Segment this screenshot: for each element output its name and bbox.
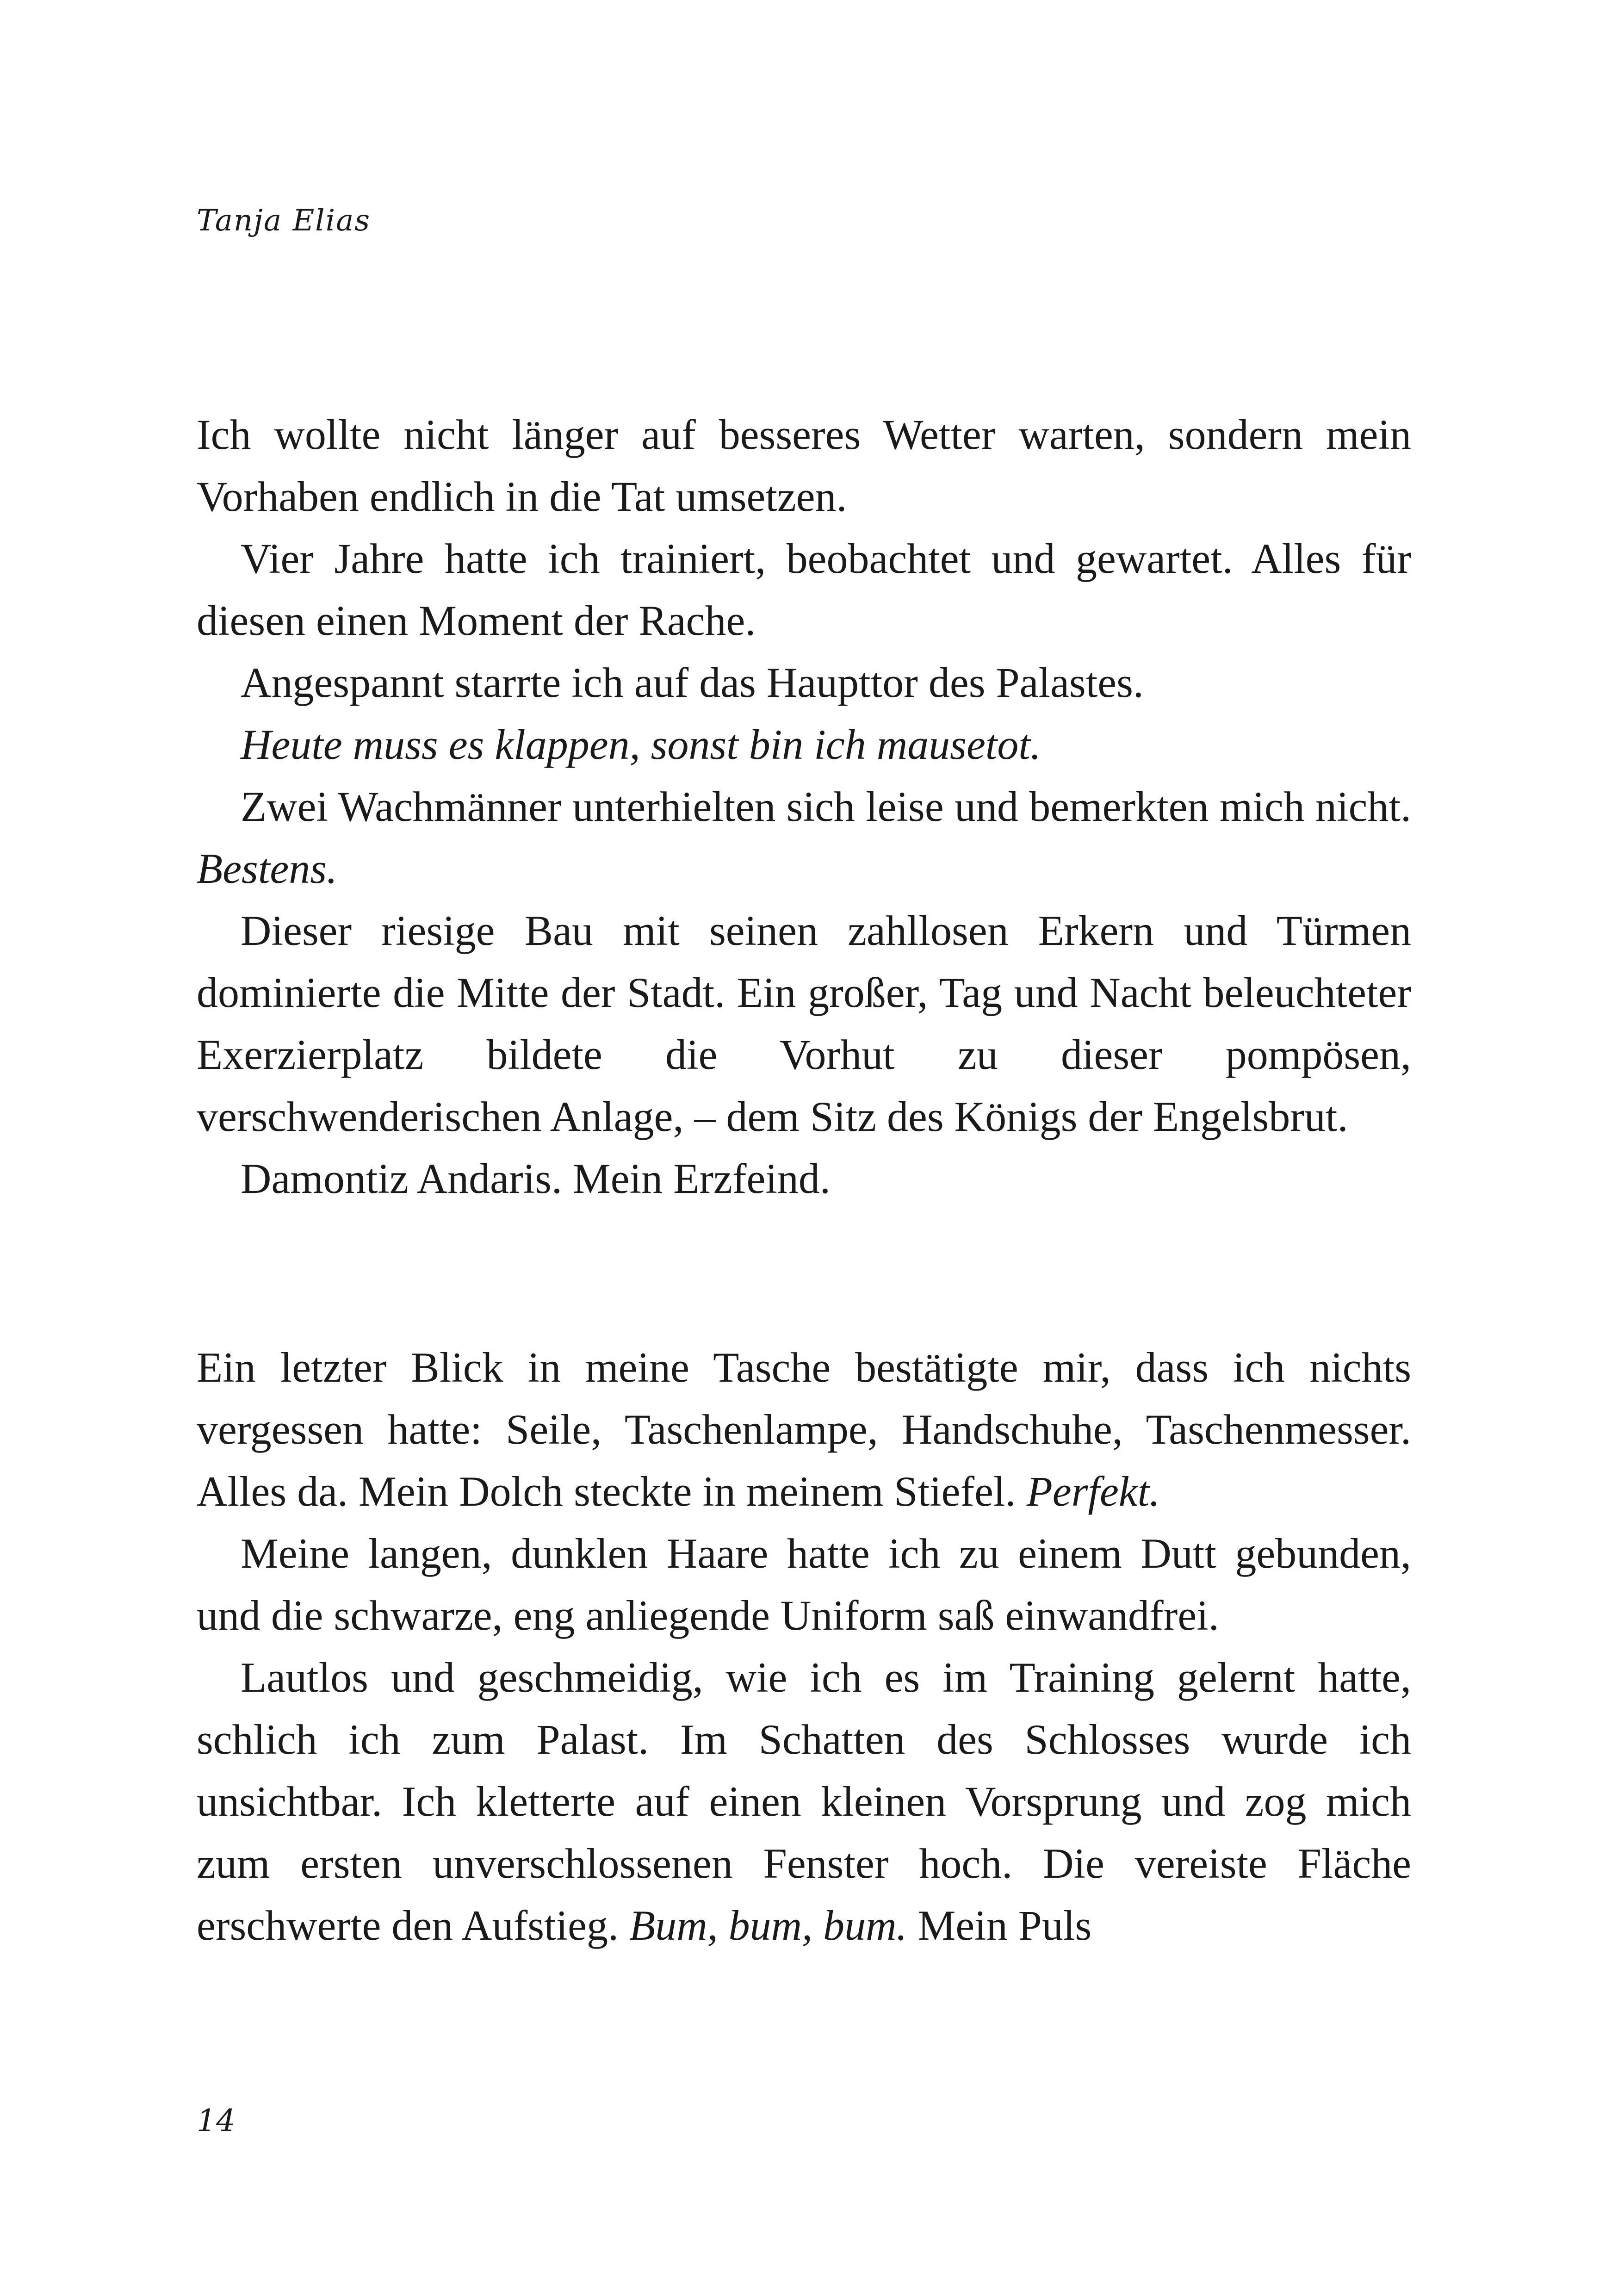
section-1	[197, 403, 1411, 1210]
italic-text: Bum, bum, bum.	[629, 1902, 907, 1949]
paragraph: Meine langen, dunklen Haare hatte ich zu einem Dutt gebunden, und die schwarze, eng anliegende Uniform saß einwandfrei.	[197, 1530, 1411, 1639]
italic-text: Bestens.	[197, 845, 338, 892]
section-2	[197, 1336, 1411, 1956]
paragraph-italic-thought	[197, 714, 1411, 776]
paragraph: Vier Jahre hatte ich trainiert, beobachtet und gewartet. Alles für diesen einen Moment der Rache.	[197, 535, 1411, 644]
paragraph: Dieser riesige Bau mit seinen zahllosen Erkern und Türmen dominierte die Mitte der Stadt. Ein großer, Tag und Nacht beleuchteter Exerzierplatz bildete die Vorhut zu dieser pompösen, verschwenderischen Anlage, – dem Sitz des Königs der Engelsbrut.	[197, 907, 1411, 1140]
paragraph	[197, 1646, 1411, 1956]
page-number: 14	[197, 2103, 236, 2139]
paragraph	[197, 776, 1411, 900]
paragraph: Ich wollte nicht länger auf besseres Wetter warten, sondern mein Vorhaben endlich in die Tat umsetzen.	[197, 411, 1411, 520]
paragraph-text: Lautlos und geschmeidig, wie ich es im Training gelernt hatte, schlich ich zum Palast. Im Schatten des Schlosses wurde ich unsichtbar. Ich kletterte auf einen kleinen Vorsprung und zog mich zum ersten unverschlossenen Fenster hoch. Die vereiste Fläche erschwerte den Aufstieg.	[197, 1654, 1411, 1949]
italic-text: Perfekt.	[1026, 1468, 1160, 1515]
paragraph: Angespannt starrte ich auf das Haupttor des Palastes.	[241, 659, 1144, 706]
paragraph	[197, 1336, 1411, 1522]
italic-text: Heute muss es klappen, sonst bin ich mausetot.	[241, 721, 1041, 768]
paragraph: Damontiz Andaris. Mein Erzfeind.	[241, 1155, 831, 1202]
paragraph-text: Zwei Wachmänner unterhielten sich leise und bemerkten mich nicht.	[241, 783, 1411, 830]
paragraph-text: Ein letzter Blick in meine Tasche bestätigte mir, dass ich nichts vergessen hatte: Seile, Taschenlampe, Handschuhe, Taschenmesser. Alles da. Mein Dolch steckte in meinem Stiefel.	[197, 1344, 1411, 1515]
paragraph-text: Mein Puls	[907, 1902, 1092, 1949]
running-header-author: Tanja Elias	[197, 204, 371, 238]
